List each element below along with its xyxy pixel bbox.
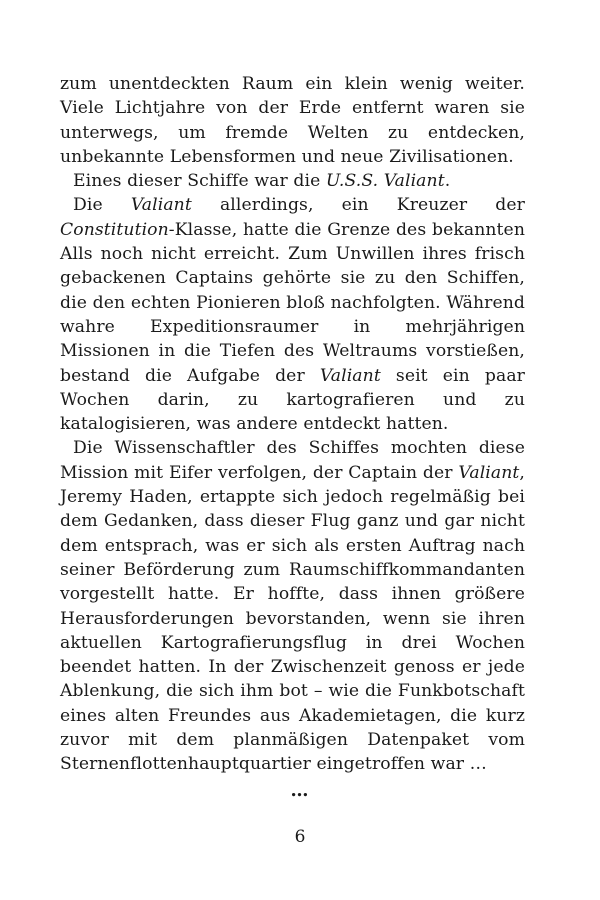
text-segment: Eines dieser Schiffe war die — [73, 171, 326, 192]
italic-text-segment: Constitution — [60, 219, 169, 240]
paragraph-1 — [60, 72, 525, 169]
italic-text-segment: Valiant — [458, 462, 520, 483]
scene-break-ellipsis: … — [290, 780, 310, 801]
paragraph-4 — [60, 436, 525, 776]
text-segment: Die — [73, 195, 131, 216]
text-segment: . — [444, 171, 451, 192]
text-segment: zum unentdeckten Raum ein klein wenig weiter. Viele Lichtjahre von der Erde entfernt waren sie unterwegs, um fremde Welten zu entdecken, unbekannte Lebensformen und neue Zivilisationen. — [60, 74, 525, 167]
paragraph-2 — [60, 169, 525, 193]
text-segment: seit ein paar Wochen darin, zu kartografieren und zu katalogisieren, was andere entdeckt hatten. — [60, 365, 525, 435]
italic-text-segment: U.S.S. Valiant — [325, 171, 445, 192]
text-segment: Die Wissenschaftler des Schiffes mochten diese Mission mit Eifer verfolgen, der Captain der — [60, 438, 525, 483]
page-number: 6 — [294, 827, 306, 847]
italic-text-segment: Valiant — [130, 195, 192, 216]
book-page-text — [60, 72, 525, 777]
text-segment: -Klasse, hatte die Grenze des bekannten Alls noch nicht erreicht. Zum Unwillen ihres frisch gebackenen Captains gehörte sie zu den Schiffen, die den echten Pionieren bloß nachfolgten. Während wahre Expeditionsraumer in mehrjährigen Missionen in die Tiefen des Weltraums vorstießen, bestand die Aufgabe der — [60, 219, 525, 386]
italic-text-segment: Valiant — [319, 365, 381, 386]
paragraph-3 — [60, 193, 525, 436]
text-segment: , Jeremy Haden, ertappte sich jedoch regelmäßig bei dem Gedanken, dass dieser Flug ganz und gar nicht dem entsprach, was er sich als ersten Auftrag nach seiner Beförderung zum Raumschiffkommandanten vorgestellt hatte. Er hoffte, dass ihnen größere Herausforderungen bevorstanden, wenn sie ihren aktuellen Kartografierungsflug in drei Wochen beendet hatten. In der Zwischenzeit genoss er jede Ablenkung, die sich ihm bot – wie die Funkbotschaft eines alten Freundes aus Akademietagen, die kurz zuvor mit dem planmäßigen Datenpaket vom Sternenflottenhauptquartier eingetroffen war … — [60, 462, 525, 775]
text-segment: allerdings, ein Kreuzer der — [191, 195, 526, 216]
